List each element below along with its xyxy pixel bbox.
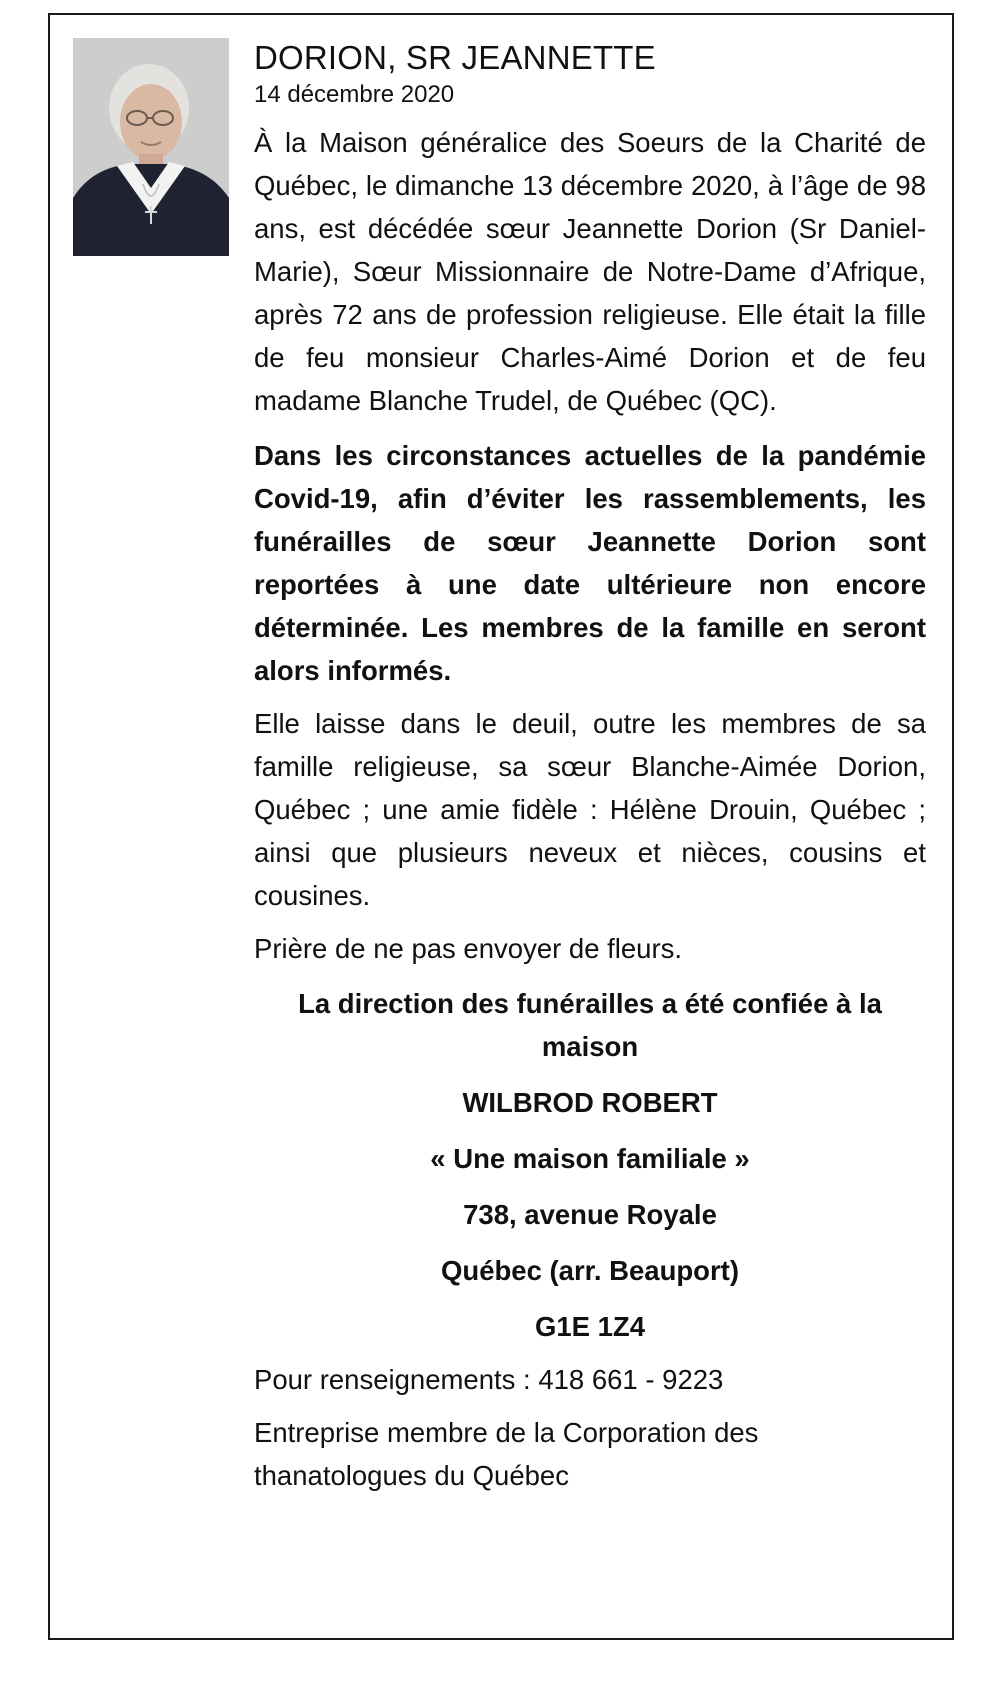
funeral-direction-intro: La direction des funérailles a été confiée à la maison (298, 988, 882, 1062)
flowers-request: Prière de ne pas envoyer de fleurs. (254, 933, 683, 964)
deceased-name: DORION, SR JEANNETTE (254, 39, 656, 76)
notice-date: 14 décembre 2020 (254, 81, 455, 108)
death-announcement-paragraph: À la Maison généralice des Soeurs de la Charité de Québec, le dimanche 13 décembre 2020, à l’âge de 98 ans, est décédée sœur Jeannette Dorion (Sr Daniel-Marie), Sœur Missionnaire de Notre-Dame d’Afrique, après 72 ans de profession religieuse. Elle était la fille de feu monsieur Charles-Aimé Dorion et de feu madame Blanche Trudel, de Québec (QC). (254, 127, 926, 416)
portrait-photo (73, 38, 229, 256)
funeral-home-city: Québec (arr. Beauport) (441, 1255, 739, 1286)
portrait-illustration (73, 38, 229, 256)
survivors-paragraph: Elle laisse dans le deuil, outre les membres de sa famille religieuse, sa sœur Blanche-Aimée Dorion, Québec ; une amie fidèle : Hélène Drouin, Québec ; ainsi que plusieurs neveux et nièces, cousins et cousines. (254, 708, 926, 911)
funeral-home-slogan: « Une maison familiale » (430, 1143, 750, 1174)
funeral-home-postal-code: G1E 1Z4 (534, 1311, 646, 1342)
membership-note: Entreprise membre de la Corporation des thanatologues du Québec (254, 1417, 759, 1491)
funeral-home-street: 738, avenue Royale (463, 1199, 717, 1230)
contact-info: Pour renseignements : 418 661 - 9223 (254, 1364, 724, 1395)
funeral-home-name: WILBROD ROBERT (462, 1087, 718, 1118)
covid-notice-paragraph: Dans les circonstances actuelles de la pandémie Covid-19, afin d’éviter les rassemblements, les funérailles de sœur Jeannette Dorion sont reportées à une date ultérieure non encore déterminée. Les membres de la famille en seront alors informés. (254, 440, 926, 686)
obituary-content (254, 38, 926, 1497)
